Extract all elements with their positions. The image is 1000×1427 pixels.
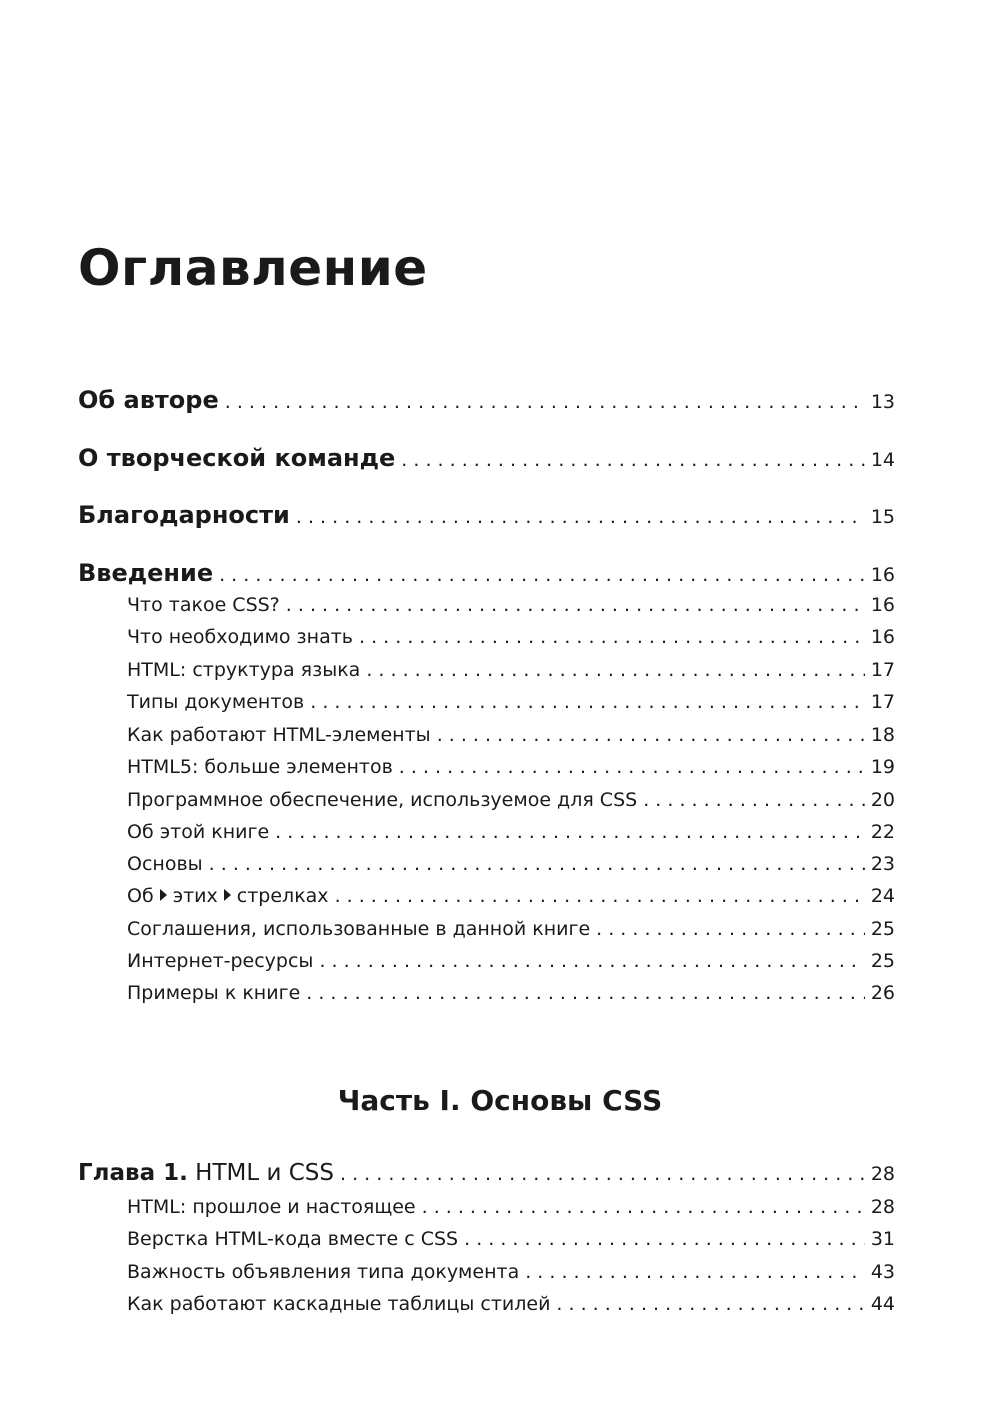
toc-entry-label: Примеры к книге bbox=[127, 982, 301, 1004]
toc-entry-page: 17 bbox=[870, 691, 895, 713]
label-word: этих bbox=[172, 885, 218, 907]
dot-leader bbox=[643, 789, 865, 811]
toc-subentry-html-elements[interactable] bbox=[127, 724, 895, 752]
toc-entry-label: Как работают каскадные таблицы стилей bbox=[127, 1293, 551, 1315]
chapter-prefix: Глава 1. bbox=[78, 1160, 188, 1186]
toc-entry-label bbox=[127, 885, 329, 907]
toc-entry-label bbox=[78, 1160, 334, 1186]
toc-entry-page: 16 bbox=[870, 626, 895, 648]
toc-entry-label: Верстка HTML-кода вместе с CSS bbox=[127, 1228, 459, 1250]
dot-leader bbox=[437, 724, 865, 746]
toc-entry-page: 28 bbox=[870, 1163, 895, 1185]
part-heading: Часть I. Основы CSS bbox=[337, 1084, 663, 1117]
toc-subentry-software[interactable] bbox=[127, 789, 895, 817]
dot-leader bbox=[399, 756, 865, 778]
toc-subentry-what-you-need[interactable] bbox=[127, 626, 895, 654]
toc-entry-page: 43 bbox=[870, 1261, 895, 1283]
dot-leader bbox=[310, 691, 865, 713]
toc-entry-label: Соглашения, использованные в данной книге bbox=[127, 918, 591, 940]
dot-leader bbox=[219, 564, 865, 586]
toc-entry-label: Благодарности bbox=[78, 501, 290, 529]
toc-entry-label: HTML: структура языка bbox=[127, 659, 361, 681]
toc-entry-label: Об этой книге bbox=[127, 821, 270, 843]
toc-entry-label: О творческой команде bbox=[78, 444, 396, 472]
toc-entry-label: Программное обеспечение, используемое для CSS bbox=[127, 789, 638, 811]
toc-subentry-about-arrows[interactable] bbox=[127, 885, 895, 913]
toc-entry-label: Что такое CSS? bbox=[127, 594, 280, 616]
toc-subentry-conventions[interactable] bbox=[127, 918, 895, 946]
label-word: стрелках bbox=[236, 885, 329, 907]
triangle-right-icon bbox=[224, 889, 231, 901]
toc-entry-label: Типы документов bbox=[127, 691, 305, 713]
toc-entry-page: 22 bbox=[870, 821, 895, 843]
toc-subentry-html-with-css[interactable] bbox=[127, 1228, 895, 1256]
toc-entry-page: 16 bbox=[870, 594, 895, 616]
dot-leader bbox=[225, 391, 865, 413]
toc-subentry-basics[interactable] bbox=[127, 853, 895, 881]
toc-subentry-how-css-works[interactable] bbox=[127, 1293, 895, 1321]
toc-entry-page: 20 bbox=[870, 789, 895, 811]
dot-leader bbox=[401, 449, 865, 471]
toc-entry-label: Что необходимо знать bbox=[127, 626, 353, 648]
toc-entry-label: Как работают HTML-элементы bbox=[127, 724, 431, 746]
toc-entry-page: 31 bbox=[870, 1228, 895, 1250]
toc-entry-label: HTML: прошлое и настоящее bbox=[127, 1196, 416, 1218]
toc-entry-page: 17 bbox=[870, 659, 895, 681]
toc-entry-page: 16 bbox=[870, 564, 895, 586]
toc-entry-page: 25 bbox=[870, 950, 895, 972]
toc-entry-page: 25 bbox=[870, 918, 895, 940]
dot-leader bbox=[335, 885, 865, 907]
toc-entry-introduction[interactable] bbox=[78, 559, 895, 593]
dot-leader bbox=[464, 1228, 865, 1250]
chapter-title: HTML и CSS bbox=[195, 1160, 335, 1186]
toc-subentry-internet-resources[interactable] bbox=[127, 950, 895, 978]
toc-entry-label: Введение bbox=[78, 559, 214, 587]
toc-subentry-html-past-present[interactable] bbox=[127, 1196, 895, 1224]
dot-leader bbox=[306, 982, 865, 1004]
dot-leader bbox=[366, 659, 864, 681]
dot-leader bbox=[286, 594, 865, 616]
toc-entry-page: 23 bbox=[870, 853, 895, 875]
dot-leader bbox=[556, 1293, 864, 1315]
dot-leader bbox=[275, 821, 865, 843]
toc-entry-page: 44 bbox=[870, 1293, 895, 1315]
dot-leader bbox=[596, 918, 865, 940]
triangle-right-icon bbox=[160, 889, 167, 901]
toc-entry-label: Интернет-ресурсы bbox=[127, 950, 314, 972]
toc-entry-page: 15 bbox=[870, 506, 895, 528]
dot-leader bbox=[422, 1196, 865, 1218]
toc-entry-acknowledgements[interactable] bbox=[78, 501, 895, 535]
toc-subentry-book-examples[interactable] bbox=[127, 982, 895, 1010]
dot-leader bbox=[525, 1261, 865, 1283]
toc-entry-label: Основы bbox=[127, 853, 203, 875]
toc-entry-page: 24 bbox=[870, 885, 895, 907]
page-title: Оглавление bbox=[78, 239, 428, 297]
toc-subentry-doctype-importance[interactable] bbox=[127, 1261, 895, 1289]
toc-subentry-html-structure[interactable] bbox=[127, 659, 895, 687]
toc-entry-page: 26 bbox=[870, 982, 895, 1004]
dot-leader bbox=[340, 1163, 865, 1185]
dot-leader bbox=[319, 950, 864, 972]
toc-subentry-doc-types[interactable] bbox=[127, 691, 895, 719]
label-word: Об bbox=[127, 885, 154, 907]
dot-leader bbox=[359, 626, 865, 648]
toc-entry-about-author[interactable] bbox=[78, 386, 895, 420]
toc-entry-chapter-1[interactable] bbox=[78, 1160, 895, 1192]
dot-leader bbox=[296, 506, 865, 528]
toc-entry-page: 19 bbox=[870, 756, 895, 778]
toc-entry-page: 18 bbox=[870, 724, 895, 746]
dot-leader bbox=[209, 853, 865, 875]
toc-subentry-what-is-css[interactable] bbox=[127, 594, 895, 622]
toc-entry-page: 14 bbox=[870, 449, 895, 471]
toc-entry-label: Важность объявления типа документа bbox=[127, 1261, 520, 1283]
toc-entry-page: 28 bbox=[870, 1196, 895, 1218]
toc-subentry-html5[interactable] bbox=[127, 756, 895, 784]
toc-entry-page: 13 bbox=[870, 391, 895, 413]
toc-entry-creative-team[interactable] bbox=[78, 444, 895, 478]
toc-entry-label: Об авторе bbox=[78, 386, 219, 414]
toc-subentry-about-book[interactable] bbox=[127, 821, 895, 849]
toc-entry-label: HTML5: больше элементов bbox=[127, 756, 393, 778]
